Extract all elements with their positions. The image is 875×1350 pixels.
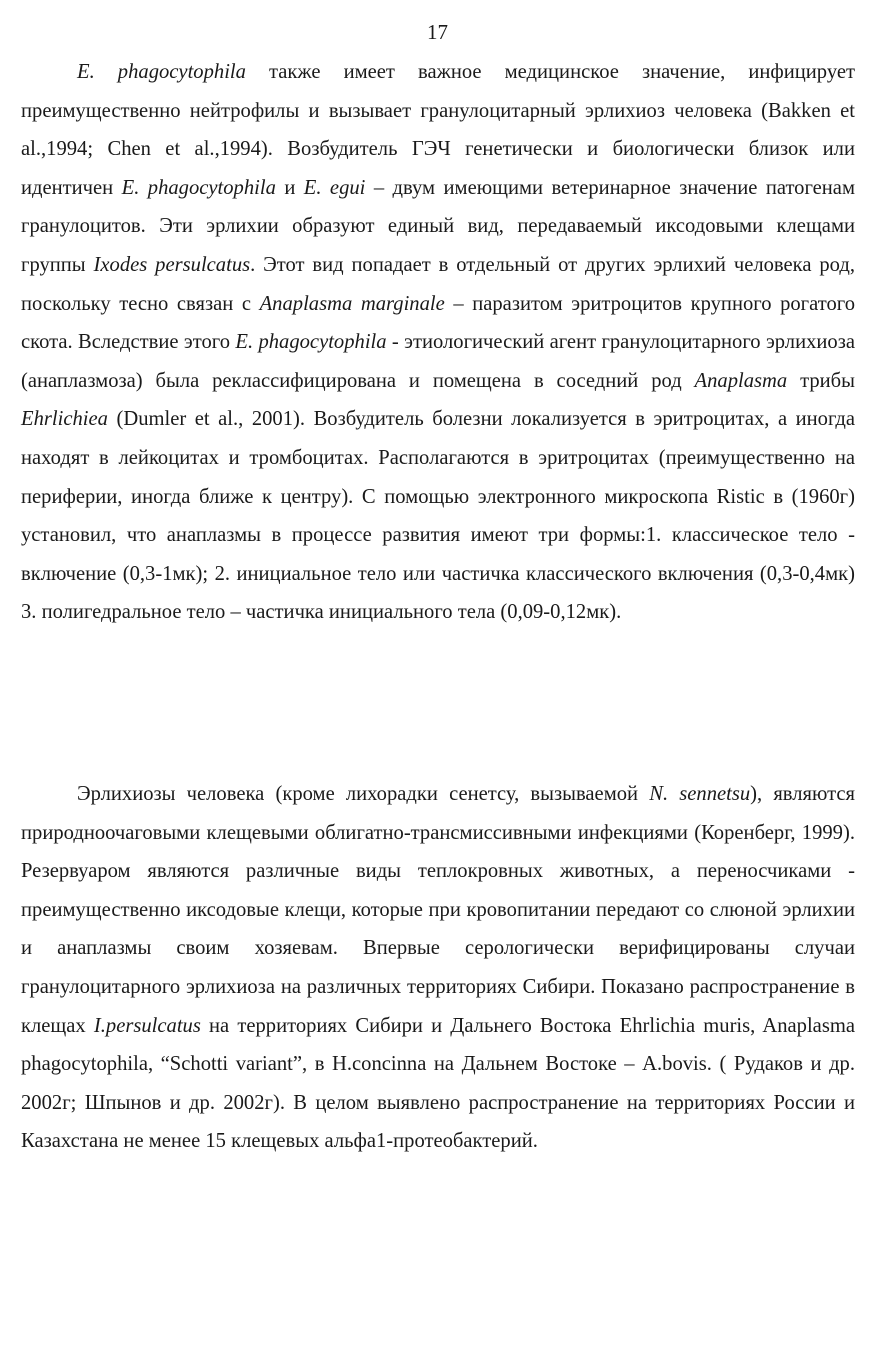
tribe-name: Ehrlichiea bbox=[21, 408, 108, 431]
text-run: Эрлихиозы человека (кроме лихорадки сенетсу, вызываемой bbox=[77, 783, 650, 805]
page-number: 17 bbox=[427, 20, 448, 44]
species-name: Anaplasma marginale bbox=[259, 292, 445, 315]
species-name: I.persulcatus bbox=[93, 1014, 201, 1037]
text-run: (Dumler et al., 2001). Возбудитель болезни локализуется в эритроцитах, а иногда находят в лейкоцитах и тромбоцитах. Располагаются в эритроцитах (преимущественно на периферии, иногда ближе к центру). С помощью электронного микроскопа Ristic в (1960г) установил, что анаплазмы в процессе развития имеют три формы:1. классическое тело - включение (0,3-1мк); 2. инициальное тело или частичка классического включения (0,3-0,4мк) 3. полигедральное тело – частичка инициального тела (0,09-0,12мк). bbox=[21, 408, 855, 624]
species-name: Ixodes persulcatus bbox=[93, 253, 251, 276]
text-run: также имеет важное медицинское значение, инфицирует преимущественно нейтрофилы и вызывает гранулоцитарный эрлихиоз человека (Bakken et al.,1994; Chen et al.,1994). Возбудитель ГЭЧ генетически и биологически близок или идентичен bbox=[21, 61, 855, 199]
text-run: – двум имеющими ветеринарное значение патогенам гранулоцитов. Эти эрлихии образуют единый вид, передаваемый иксодовыми клещами группы bbox=[21, 176, 855, 276]
genus-name: Anaplasma bbox=[694, 369, 788, 392]
species-name: E. egui bbox=[303, 176, 366, 199]
species-name: E. phagocytophila bbox=[121, 176, 276, 199]
species-name: E. phagocytophila bbox=[235, 331, 387, 354]
text-run: - этиологический агент гранулоцитарного эрлихиоза (анаплазмоза) была реклассифицирована и помещена в соседний род bbox=[21, 331, 855, 392]
species-name: N. sennetsu bbox=[649, 783, 751, 805]
text-run: и bbox=[275, 176, 304, 199]
text-run: ), являются природноочаговыми клещевыми облигатно-трансмиссивными инфекциями (Коренберг, 1999). Резервуаром являются различные виды теплокровных животных, а переносчиками - преимущественно иксодовые клещи, которые при кровопитании передают со слюной эрлихии и анаплазмы своим хозяевам. Впервые серологически верифицированы случаи гранулоцитарного эрлихиоза на различных территориях Сибири. Показано распространение в клещах bbox=[21, 783, 855, 1037]
paragraph-1 bbox=[21, 53, 855, 632]
species-name: E. phagocytophila bbox=[77, 61, 246, 83]
paragraph-2 bbox=[21, 775, 855, 1161]
text-run: . Этот вид попадает в отдельный от других эрлихий человека род, поскольку тесно связан с bbox=[21, 253, 855, 315]
text-run: – паразитом эритроцитов крупного рогатого скота. Вследствие этого bbox=[21, 292, 855, 354]
text-run: на территориях Сибири и Дальнего Востока Ehrlichia muris, Anaplasma phagocytophila, “Schotti variant”, в H.concinna на Дальнем Востоке – A.bovis. ( Рудаков и др. 2002г; Шпынов и др. 2002г). В целом выявлено распространение на территориях России и Казахстана не менее 15 клещевых альфа1-протеобактерий. bbox=[21, 1014, 855, 1153]
text-run: трибы bbox=[787, 369, 855, 392]
